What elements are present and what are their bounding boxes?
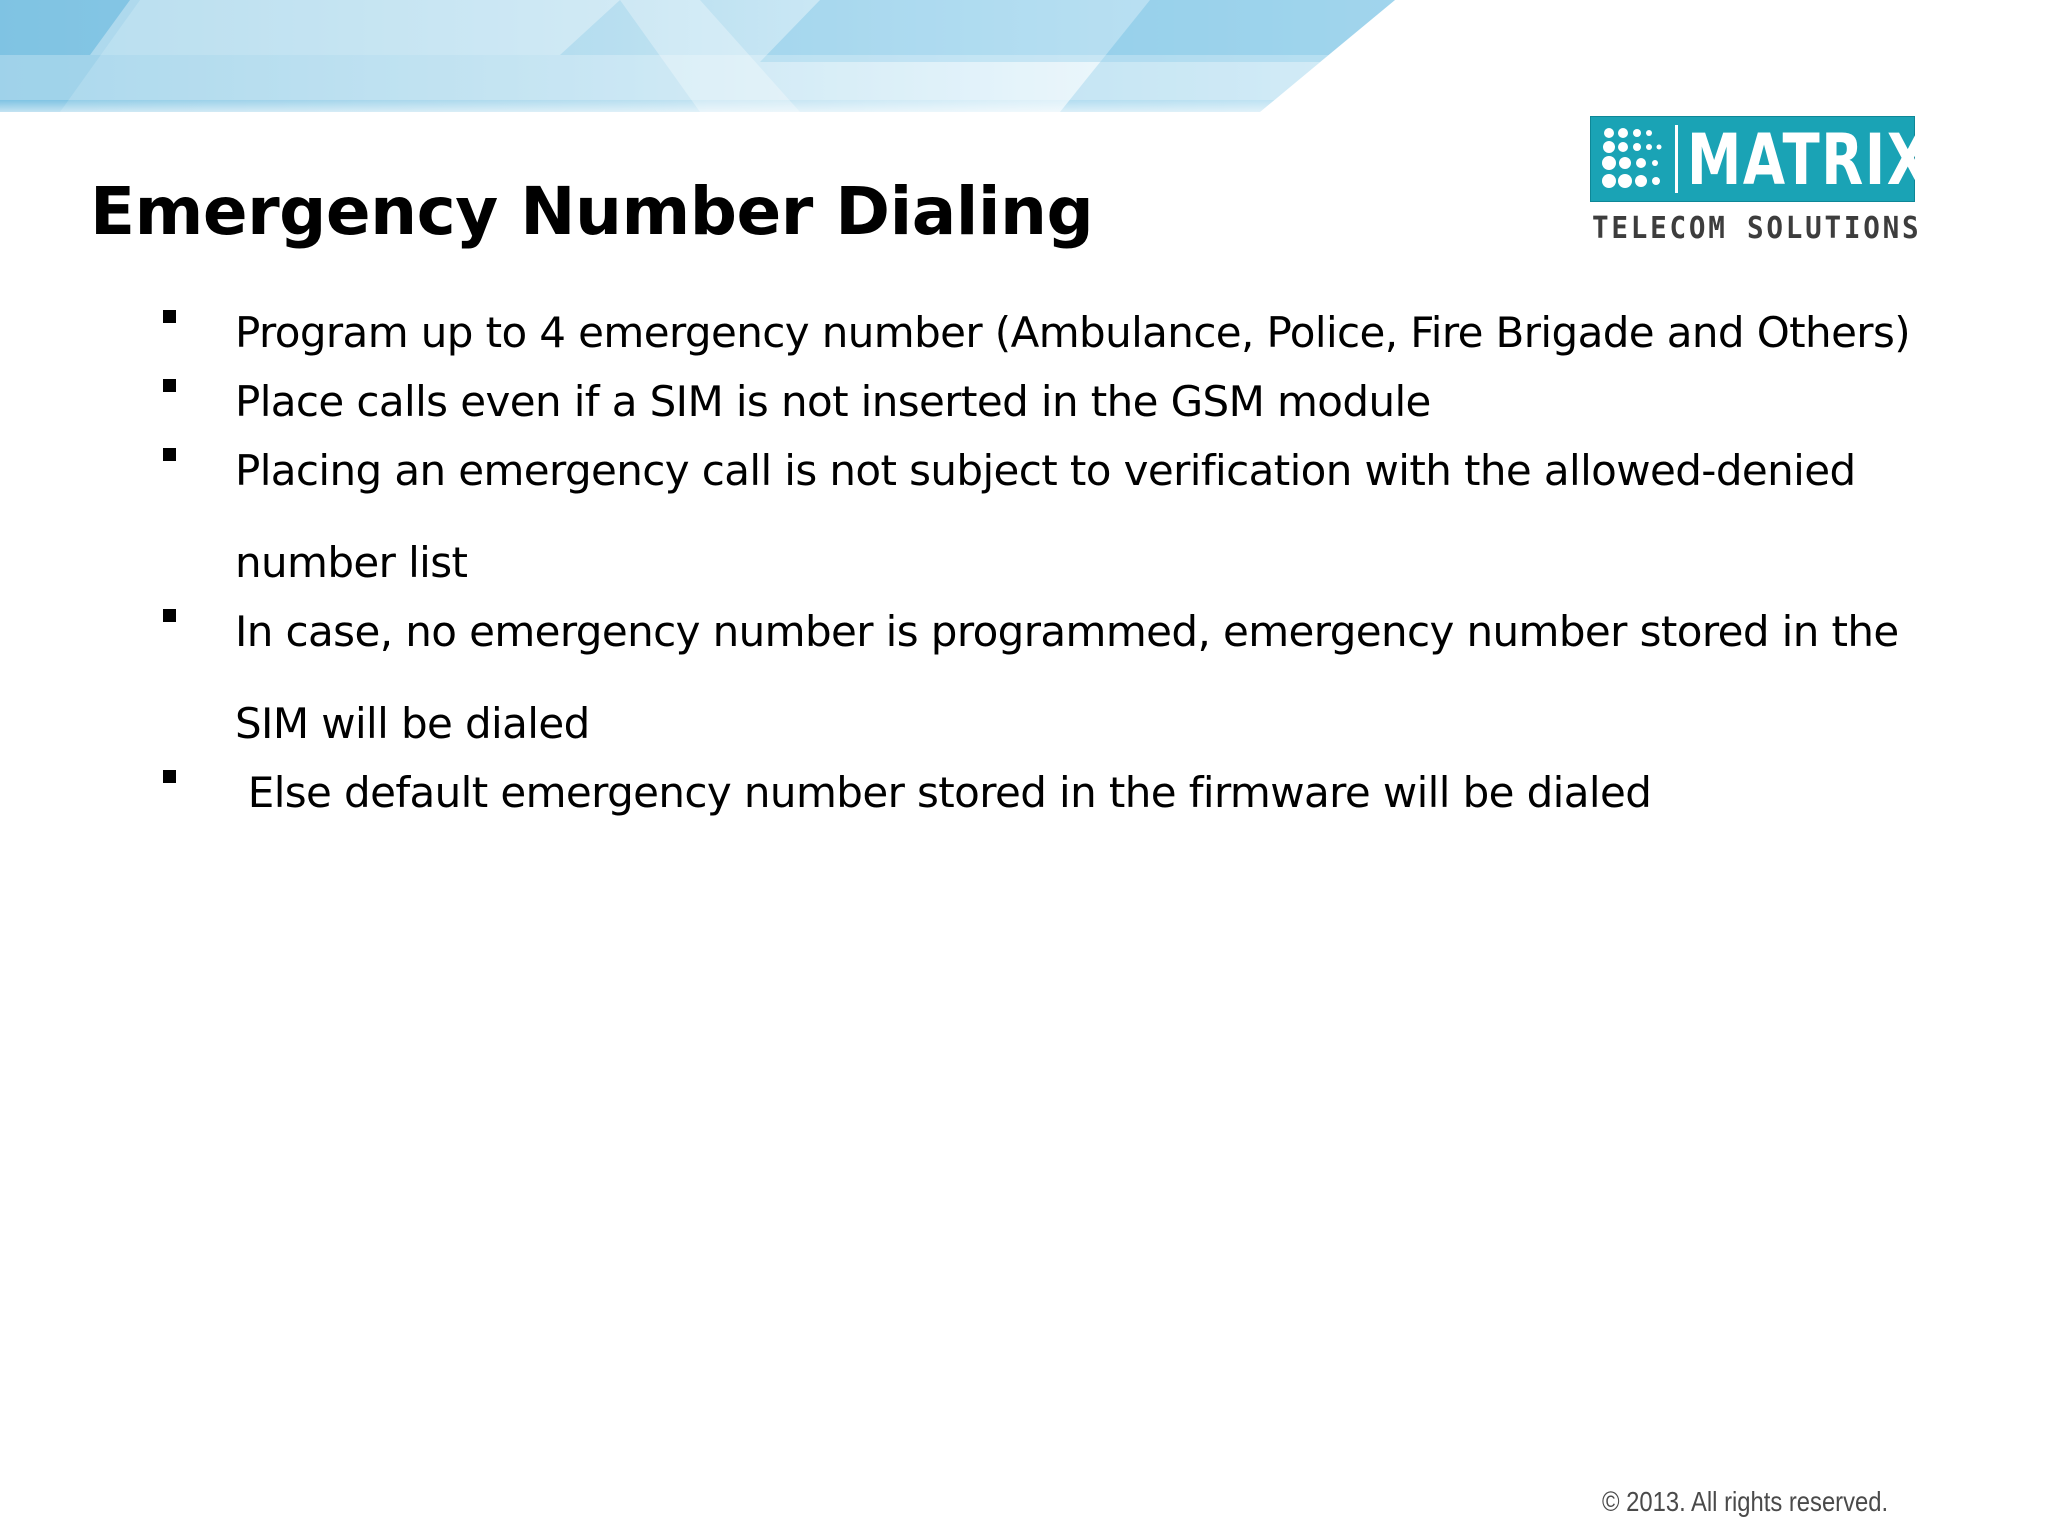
bullet-text: Place calls even if a SIM is not inserted in the GSM module xyxy=(235,377,1431,426)
top-banner-graphic xyxy=(0,0,2048,120)
logo-dots-icon xyxy=(1601,127,1665,191)
copyright-footer: © 2013. All rights reserved. xyxy=(1602,1486,1889,1517)
square-bullet-icon xyxy=(163,609,176,622)
square-bullet-icon xyxy=(163,770,176,783)
bullet-text: Else default emergency number stored in the firmware will be dialed xyxy=(235,768,1652,817)
bullet-text: Placing an emergency call is not subject to verification with the allowed-denied number list xyxy=(235,446,1869,587)
bullet-text: In case, no emergency number is programmed, emergency number stored in the SIM will be dialed xyxy=(235,607,1912,748)
logo-tagline: TELECOM SOLUTIONS xyxy=(1592,211,1922,246)
bullet-text: Program up to 4 emergency number (Ambulance, Police, Fire Brigade and Others) xyxy=(235,308,1911,357)
logo-brand-name: MATRIX xyxy=(1687,119,1931,201)
bullet-item xyxy=(0,425,2048,609)
bullet-item xyxy=(0,747,2048,839)
bullet-item xyxy=(0,586,2048,770)
matrix-logo xyxy=(1590,116,1931,246)
bullet-list xyxy=(0,310,2048,839)
square-bullet-icon xyxy=(163,448,176,461)
square-bullet-icon xyxy=(163,310,176,323)
logo-divider xyxy=(1675,125,1678,193)
square-bullet-icon xyxy=(163,379,176,392)
logo-box xyxy=(1590,116,1931,202)
slide-title: Emergency Number Dialing xyxy=(90,173,1094,250)
